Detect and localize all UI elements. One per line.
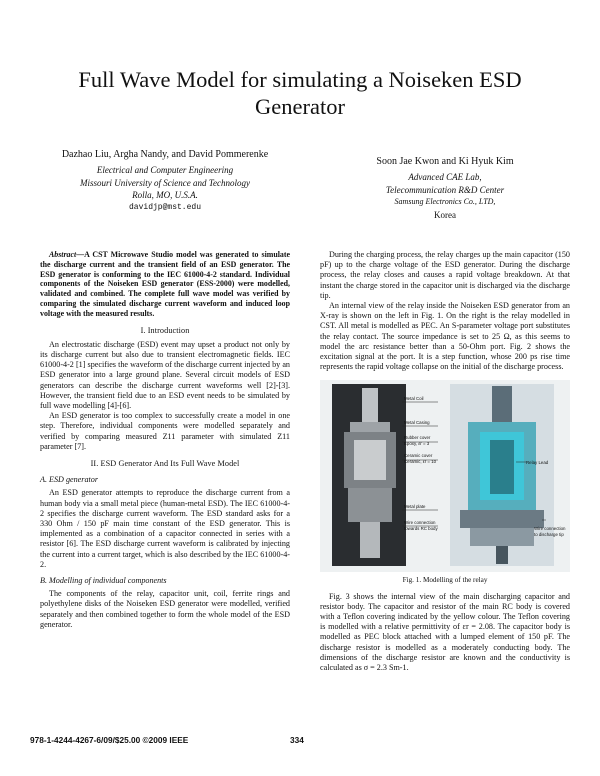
- label-epoxy: Epoxy, εr = 3: [404, 441, 430, 447]
- right-paragraph-1: During the charging process, the relay charges up the main capacitor (150 pF) up to the charge voltage of the ESD generator. During the discharge process, the relay closes and causes a rapid voltage breakdown. At that instant the charge stored in the capacitor unit is discharged via the discharge tip.: [320, 250, 570, 300]
- left-column: [40, 250, 290, 630]
- label-relay-lead: Relay Lead: [526, 460, 549, 466]
- author-lab: Advanced CAE Lab,: [408, 172, 482, 182]
- intro-paragraph-2: An ESD generator is too complex to successfully create a model in one step. Therefore, individual components were modelled separately and verified by comparing measured Z11 parameter with simulated Z11 parameter [7].: [40, 411, 290, 451]
- author-company: Samsung Electronics Co., LTD,: [394, 197, 496, 206]
- label-towards-rc-body: towards RC body: [404, 526, 438, 532]
- label-ceramic: Ceramic, εr = 10: [404, 459, 437, 465]
- section-heading-esd-generator: II. ESD Generator And Its Full Wave Model: [90, 459, 240, 469]
- author-center: Telecommunication R&D Center: [385, 184, 505, 195]
- abstract: [40, 250, 290, 319]
- label-ceramic-cover: Ceramic cover: [404, 453, 433, 459]
- label-to-discharge-tip: to discharge tip: [534, 532, 564, 538]
- author-names-right: Soon Jae Kwon and Ki Hyuk Kim: [376, 156, 514, 167]
- subsection-heading-b: B. Modelling of individual components: [40, 576, 167, 586]
- label-metal-coil: Metal Coil: [404, 396, 424, 402]
- footer-isbn: 978-1-4244-4267-6/09/$25.00 ©2009 IEEE: [30, 735, 189, 745]
- paper-title: Full Wave Model for simulating a Noiseken ESD Generator: [78, 67, 522, 119]
- author-country: Korea: [434, 209, 456, 220]
- authors-left: [40, 148, 290, 214]
- author-dept: Electrical and Computer Engineering: [96, 165, 234, 175]
- author-location: Rolla, MO, U.S.A.: [132, 190, 198, 200]
- relay-figure: [320, 380, 570, 572]
- relay-figure-graphic: [320, 380, 570, 572]
- figure-caption: Fig. 1. Modelling of the relay: [402, 576, 488, 585]
- subsection-a-paragraph: An ESD generator attempts to reproduce the discharge current from a human body via a small metal piece (human-metal ESD). The IEC 61000-4-2 specifies the discharge current waveform. The ESD standard asks for a 330 Ohm / 150 pF main time constant of the ESD generator. This is implemented as a combination of a capacitor connected in series with a resistor [6]. The ESD discharge current waveform is calibrated by injecting the current into a current target, which is also described by the IEC 61000-4-2.: [40, 488, 290, 569]
- label-rubber-cover: Rubber cover: [404, 435, 431, 441]
- subsection-b-paragraph: The components of the relay, capacitor unit, coil, ferrite rings and polyethylene disks of the Noiseken ESD generator were modelled, verified separately and then combined together to form the whole model of the ESD generator.: [40, 589, 290, 629]
- right-column: [320, 250, 570, 673]
- page-number: 334: [290, 735, 304, 745]
- abstract-lead: Abstract: [49, 250, 77, 259]
- label-metal-casing: Metal Casing: [404, 420, 430, 426]
- label-metal-plate: Metal plate: [404, 504, 426, 510]
- label-wire-connection-right: Wire connection: [534, 526, 566, 532]
- subsection-heading-a: A. ESD generator: [40, 475, 98, 485]
- author-names-left: Dazhao Liu, Argha Nandy, and David Pommerenke: [61, 149, 269, 160]
- right-paragraph-3: Fig. 3 shows the internal view of the main discharging capacitor and resistor body. The capacitor and resistor of the main RC body is covered with a Teflon covering indicated by the yellow colour. The Teflon covering is modelled with a relative permittivity of εr = 2.08. The capacitor body is modelled as PEC block attached with a lumped element of 150 pF. The discharge resistor is modelled as a moderately conducting body. The dimensions of the discharge resistor are known and the conductivity is calculated as σ = 2.3 Sm-1.: [320, 591, 570, 673]
- abstract-text: —A CST Microwave Studio model was generated to simulate the discharge current and the transient field of an ESD generator. The ESD generator is conforming to the IEC 61000-4-2 standard. Individual components of the Noiseken ESD generator (ESS-2000) were modelled, validated and combined. The complete full wave model was verified by comparing the simulated discharge current waveform and induced loop voltage with the measured results.: [40, 250, 290, 318]
- label-wire-connection: Wire connection: [404, 520, 436, 526]
- author-email: davidjp@mst.edu: [128, 202, 201, 212]
- authors-right: [320, 155, 570, 221]
- section-heading-intro: I. Introduction: [140, 325, 190, 335]
- author-university: Missouri University of Science and Technology: [80, 177, 250, 188]
- right-paragraph-2: An internal view of the relay inside the Noiseken ESD generator from an X-ray is shown on the left in Fig. 1. On the right is the relay modelled in CST. All metal is modelled as PEC. An S-parameter voltage port substitutes the relay contact. The source impedance is set to 25 Ω, as this seems to model the arc resistance better than a 50-Ohm port. Fig. 2 shows the excitation signal at the port. It is a step function, whose 200 ps rise time represents the rapid voltage collapse on the initial of the discharge process.: [320, 301, 570, 372]
- intro-paragraph-1: An electrostatic discharge (ESD) event may upset a product not only by its discharge current but also due to transient electromagnetic fields. IEC 61000-4-2 [1] specifies the waveform of the discharge current injected by an ESD generator into a large ground plane. Several circuit models of ESD generators can describe the discharge current waveforms well [2]-[3]. However, the transient field due to an ESD event needs to be simulated by full wave modelling [4]-[6].: [40, 339, 290, 410]
